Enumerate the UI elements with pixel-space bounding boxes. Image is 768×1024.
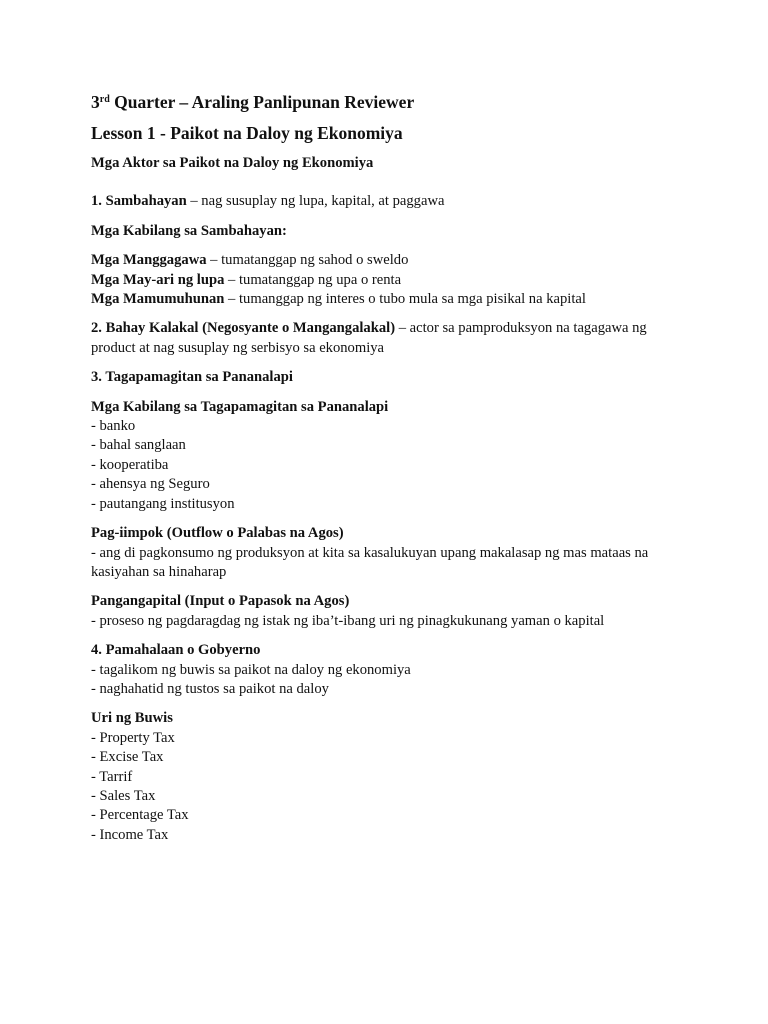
pagiimpok-block xyxy=(91,524,691,582)
list-item: - pautangang institusyon xyxy=(91,495,235,512)
tagapamagitan-heading: Mga Kabilang sa Tagapamagitan sa Pananalapi xyxy=(91,398,389,415)
pangangapital-heading: Pangangapital (Input o Papasok na Agos) xyxy=(91,593,350,610)
tagapamagitan-block xyxy=(91,398,691,514)
list-item: - Tarrif xyxy=(91,768,133,785)
list-item: - tagalikom ng buwis sa paikot na daloy ng ekonomiya xyxy=(91,661,411,678)
actor-tagapamagitan: 3. Tagapamagitan sa Pananalapi xyxy=(91,369,293,386)
actor-sambahayan xyxy=(91,192,691,211)
list-item: - bahal sanglaan xyxy=(91,437,186,454)
document-page xyxy=(91,90,691,845)
actor-term: 1. Sambahayan xyxy=(91,193,187,210)
list-item: - Excise Tax xyxy=(91,749,164,766)
pangangapital-block xyxy=(91,592,691,631)
title-superscript: rd xyxy=(99,94,110,105)
list-item: - kooperatiba xyxy=(91,456,169,473)
pagiimpok-def: - ang di pagkonsumo ng produksyon at kita sa kasalukuyan upang makalasap ng mas mataas na kasiyahan sa hinaharap xyxy=(91,544,649,580)
lesson-title: Lesson 1 - Paikot na Daloy ng Ekonomiya xyxy=(91,123,403,143)
item-term: Mga May-ari ng lupa xyxy=(91,271,225,288)
item-term: Mga Manggagawa xyxy=(91,252,207,269)
list-item: - naghahatid ng tustos sa paikot na daloy xyxy=(91,680,329,697)
kabilang-list xyxy=(91,251,691,309)
pangangapital-def: - proseso ng pagdaragdag ng istak ng iba’t-ibang uri ng pinagkukunang yaman o kapital xyxy=(91,612,605,629)
item-def: – tumatanggap ng sahod o sweldo xyxy=(206,252,409,269)
list-item xyxy=(91,271,691,290)
pamahalaan-heading: 4. Pamahalaan o Gobyerno xyxy=(91,642,261,659)
kabilang-heading: Mga Kabilang sa Sambahayan: xyxy=(91,222,287,239)
list-item: - Income Tax xyxy=(91,826,169,843)
list-item xyxy=(91,251,691,270)
actor-term: 2. Bahay Kalakal (Negosyante o Mangangalakal) xyxy=(91,320,396,337)
list-item: - banko xyxy=(91,418,136,435)
item-term: Mga Mamumuhunan xyxy=(91,291,225,308)
list-item xyxy=(91,290,691,309)
section-subtitle: Mga Aktor sa Paikot na Daloy ng Ekonomiya xyxy=(91,155,374,171)
pagiimpok-heading: Pag-iimpok (Outflow o Palabas na Agos) xyxy=(91,525,344,542)
list-item: - Sales Tax xyxy=(91,787,156,804)
title-number: 3 xyxy=(91,92,100,112)
item-def: – tumatanggap ng upa o renta xyxy=(224,271,402,288)
list-item: - Property Tax xyxy=(91,729,175,746)
actor-bahay-kalakal xyxy=(91,319,691,358)
actor-def: – nag susuplay ng lupa, kapital, at paggawa xyxy=(186,193,445,210)
document-title xyxy=(91,90,691,114)
actor-def: – actor sa pamproduksyon na tagagawa ng product at nag susuplay ng serbisyo sa ekonomiya xyxy=(91,320,647,356)
list-item: - Percentage Tax xyxy=(91,807,189,824)
item-def: – tumanggap ng interes o tubo mula sa mga pisikal na kapital xyxy=(224,291,586,308)
list-item: - ahensya ng Seguro xyxy=(91,476,210,493)
pamahalaan-block xyxy=(91,641,691,699)
title-text: Quarter – Araling Panlipunan Reviewer xyxy=(109,92,415,112)
buwis-heading: Uri ng Buwis xyxy=(91,710,173,727)
buwis-block xyxy=(91,709,691,845)
